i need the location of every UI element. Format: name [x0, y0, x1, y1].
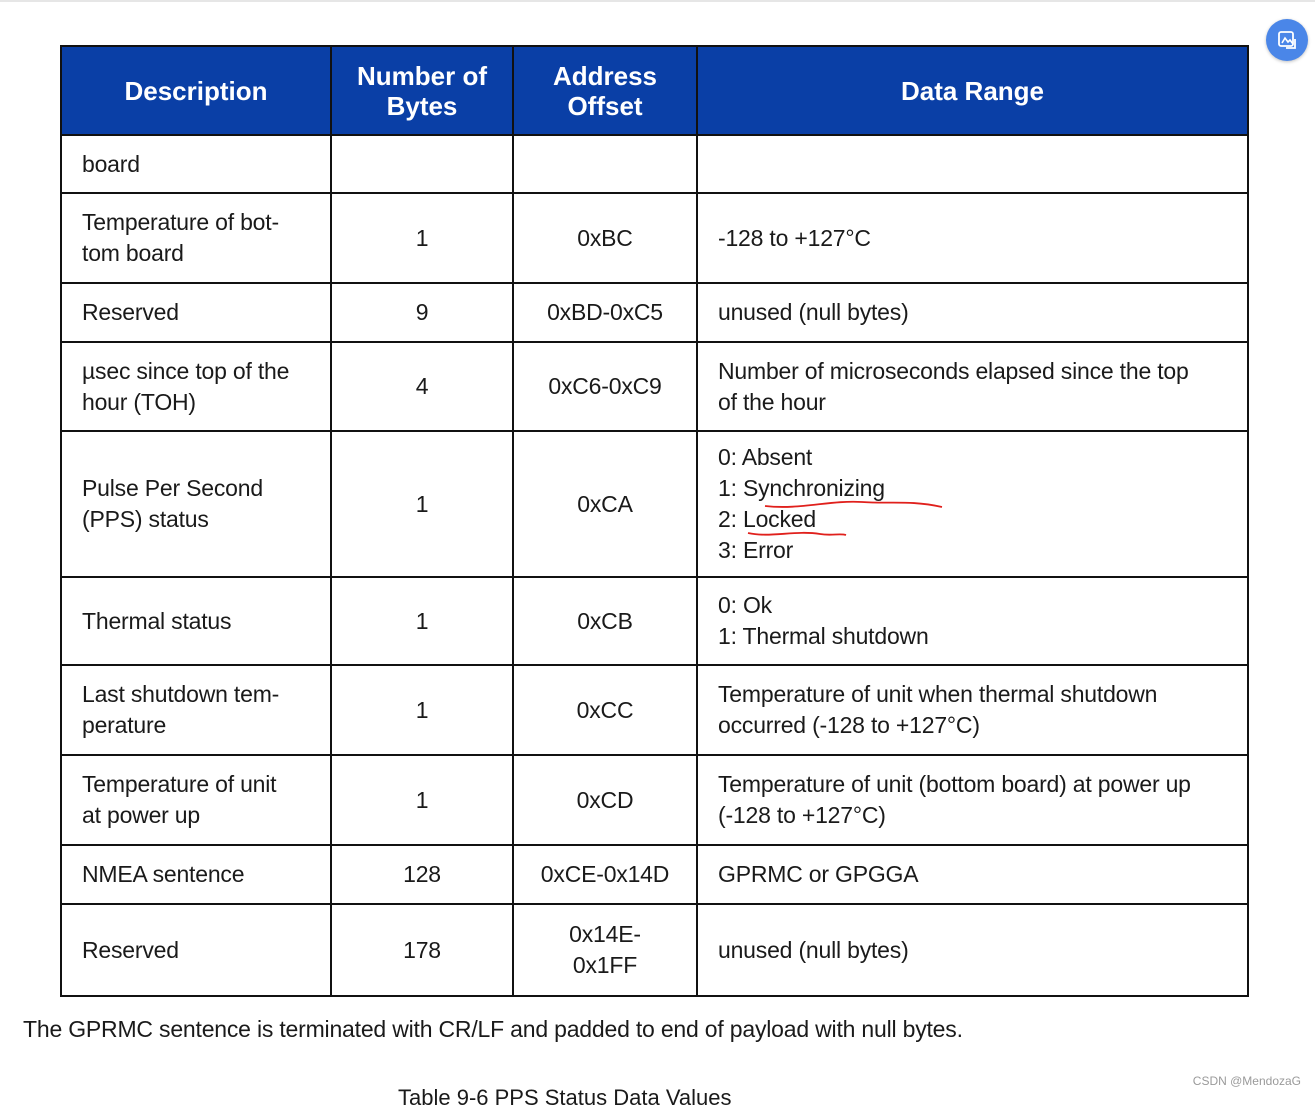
cell-description: µsec since top of the hour (TOH): [61, 342, 331, 431]
cell-data-range: Temperature of unit (bottom board) at power up (-128 to +127°C): [697, 755, 1248, 845]
cell-data-range: [697, 135, 1248, 193]
header-address-offset: Address Offset: [513, 46, 697, 135]
cell-description: Temperature of bot- tom board: [61, 193, 331, 283]
table-row: [61, 904, 1248, 996]
cell-data-range: -128 to +127°C: [697, 193, 1248, 283]
register-table: [60, 45, 1249, 997]
header-data-range: Data Range: [697, 46, 1248, 135]
cell-description: Thermal status: [61, 577, 331, 665]
table-row: [61, 431, 1248, 577]
cell-description: Reserved: [61, 904, 331, 996]
cell-data-range: unused (null bytes): [697, 283, 1248, 342]
translate-image-icon: [1276, 29, 1298, 51]
cell-bytes: 178: [331, 904, 513, 996]
cell-description: Last shutdown tem- perature: [61, 665, 331, 755]
table-row: [61, 135, 1248, 193]
table-row: [61, 193, 1248, 283]
cell-bytes: 1: [331, 577, 513, 665]
table-row: [61, 577, 1248, 665]
cell-bytes: 128: [331, 845, 513, 904]
cell-description: NMEA sentence: [61, 845, 331, 904]
cell-bytes: 4: [331, 342, 513, 431]
cell-description: Temperature of unit at power up: [61, 755, 331, 845]
table-caption: Table 9-6 PPS Status Data Values: [398, 1085, 732, 1110]
cell-offset: 0xCC: [513, 665, 697, 755]
table-row: [61, 342, 1248, 431]
table-header-row: [61, 46, 1248, 135]
cell-data-range: 0: Absent 1: Synchronizing 2: Locked 3: Error: [697, 431, 1248, 577]
cell-data-range: unused (null bytes): [697, 904, 1248, 996]
cell-offset: [513, 135, 697, 193]
cell-bytes: 1: [331, 755, 513, 845]
cell-data-range: GPRMC or GPGGA: [697, 845, 1248, 904]
table-row: [61, 665, 1248, 755]
cell-data-range: Temperature of unit when thermal shutdown occurred (-128 to +127°C): [697, 665, 1248, 755]
cell-offset: 0xCB: [513, 577, 697, 665]
table-row: [61, 755, 1248, 845]
cell-bytes: 9: [331, 283, 513, 342]
cell-offset: 0xCD: [513, 755, 697, 845]
translate-image-button[interactable]: [1266, 19, 1308, 61]
cell-data-range: 0: Ok 1: Thermal shutdown: [697, 577, 1248, 665]
cell-offset: 0xCA: [513, 431, 697, 577]
cell-offset: 0xBD-0xC5: [513, 283, 697, 342]
watermark: CSDN @MendozaG: [1192, 1074, 1301, 1088]
table-row: [61, 845, 1248, 904]
cell-offset: 0xBC: [513, 193, 697, 283]
cell-offset: 0x14E- 0x1FF: [513, 904, 697, 996]
cell-offset: 0xC6-0xC9: [513, 342, 697, 431]
cell-bytes: [331, 135, 513, 193]
cell-description: board: [61, 135, 331, 193]
cell-bytes: 1: [331, 665, 513, 755]
payload-note: The GPRMC sentence is terminated with CR/LF and padded to end of payload with null bytes.: [23, 1016, 963, 1042]
cell-description: Pulse Per Second (PPS) status: [61, 431, 331, 577]
cell-offset: 0xCE-0x14D: [513, 845, 697, 904]
top-divider: [0, 0, 1315, 2]
table-row: [61, 283, 1248, 342]
cell-bytes: 1: [331, 193, 513, 283]
cell-description: Reserved: [61, 283, 331, 342]
cell-bytes: 1: [331, 431, 513, 577]
header-description: Description: [61, 46, 331, 135]
header-number-of-bytes: Number of Bytes: [331, 46, 513, 135]
cell-data-range: Number of microseconds elapsed since the top of the hour: [697, 342, 1248, 431]
